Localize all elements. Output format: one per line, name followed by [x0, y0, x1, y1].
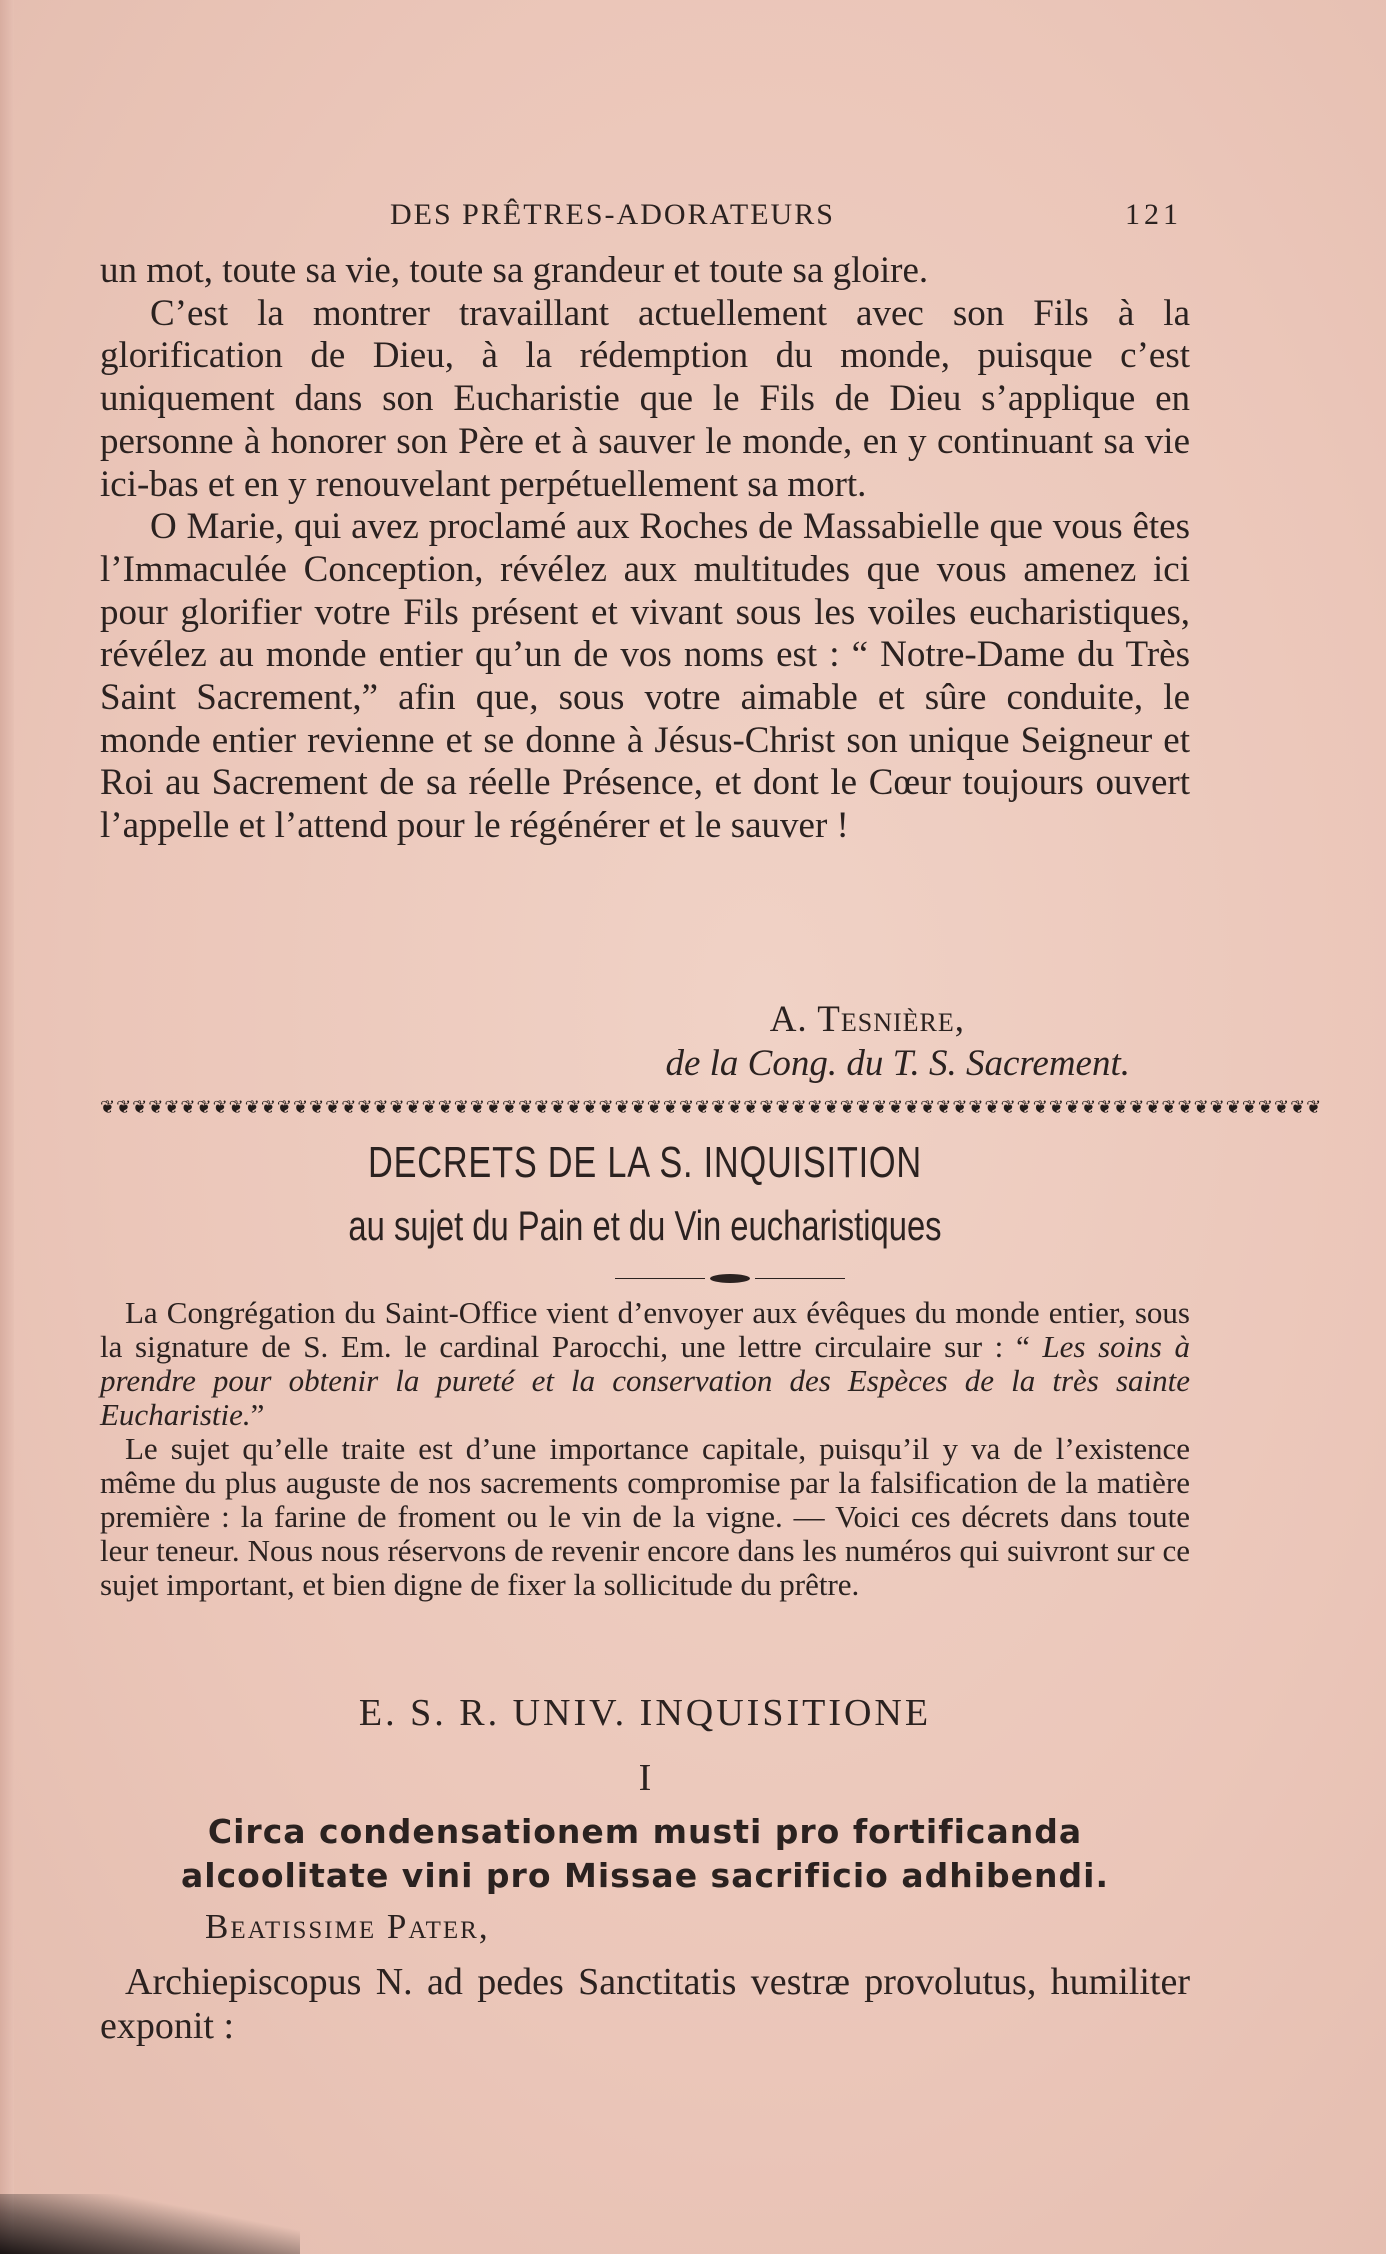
divider-rule-right: [755, 1278, 845, 1279]
divider-ornament: [710, 1274, 750, 1283]
paragraph-2: C’est la montrer travaillant actuellement avec son Fils à la glorification de Dieu, à la rédemption du monde, puisque c’est uniquement dans son Eucharistie que le Fils de Dieu s’applique en personne à honorer son Père et à sauver le monde, en y continuant sa vie ici-bas et en y renouvelant perpétuellement sa mort.: [100, 292, 1190, 505]
intro-paragraph-1: [100, 1296, 1190, 1432]
salutation: Beatissime Pater,: [205, 1907, 490, 1946]
author-affiliation: de la Cong. du T. S. Sacrement.: [665, 1043, 1130, 1084]
paragraph-1: un mot, toute sa vie, toute sa grandeur et toute sa gloire.: [100, 250, 929, 291]
running-title: DES PRÊTRES-ADORATEURS: [390, 198, 835, 231]
page-number: 121: [1125, 198, 1182, 231]
intro-p1-italic: Les soins à prendre pour obtenir la pureté et la conservation des Espèces de la très sainte Eucharistie.: [100, 1329, 1190, 1432]
divider-rule-left: [615, 1278, 705, 1279]
page-spine-edge: [0, 0, 14, 2254]
decree-subject: [100, 1810, 1190, 1898]
signature-block: [100, 998, 1130, 1086]
article-body: [100, 250, 1190, 848]
scan-shadow: [0, 2194, 300, 2254]
latin-heading: E. S. R. UNIV. INQUISITIONE: [358, 1692, 932, 1734]
section-numeral: I: [638, 1757, 652, 1799]
decree-subject-line-2: alcoolitate vini pro Missae sacrificio adhibendi.: [181, 1856, 1109, 1895]
running-header: [100, 198, 1190, 238]
small-divider: [615, 1274, 845, 1284]
paragraph-3: O Marie, qui avez proclamé aux Roches de Massabielle que vous êtes l’Immaculée Conception, révélez aux multitudes que vous amenez ici pour glorifier votre Fils présent et vivant sous les voiles eucharistiques, révélez au monde entier qu’un de vos noms est : “ Notre-Dame du Très Saint Sacrement,” afin que, sous votre aimable et sûre conduite, le monde entier revienne et se donne à Jésus-Christ son unique Seigneur et Roi au Sacrement de sa réelle Présence, et dont le Cœur toujours ouvert l’appelle et l’attend pour le régénérer et le sauver !: [100, 506, 1190, 847]
intro-paragraph-2: Le sujet qu’elle traite est d’une importance capitale, puisqu’il y va de l’existence même du plus auguste de nos sacrements compromise par la falsification de la matière première : la farine de froment ou le vin de la vigne. — Voici ces décrets dans toute leur teneur. Nous nous réservons de revenir encore dans les numéros qui suivront sur ce sujet important, et bien digne de fixer la sollicitude du prêtre.: [100, 1431, 1190, 1602]
latin-body: [100, 1960, 1190, 2048]
section-subtitle: au sujet du Pain et du Vin eucharistiques: [348, 1202, 942, 1249]
latin-paragraph: Archiepiscopus N. ad pedes Sanctitatis vestræ provolutus, humiliter exponit :: [100, 1961, 1190, 2047]
author-name: A. Tesnière,: [769, 999, 965, 1040]
intro-text: [100, 1296, 1190, 1602]
ornamental-divider: ❦❦❦❦❦❦❦❦❦❦❦❦❦❦❦❦❦❦❦❦❦❦❦❦❦❦❦❦❦❦❦❦❦❦❦❦❦❦❦❦❦❦❦❦❦❦❦❦❦❦❦❦❦❦❦❦❦❦❦❦❦❦❦❦❦❦❦❦❦❦❦❦❦❦❦❦: [100, 1097, 1323, 1117]
section-title: DECRETS DE LA S. INQUISITION: [368, 1138, 922, 1187]
decree-subject-line-1: Circa condensationem musti pro fortificanda: [207, 1812, 1083, 1851]
intro-p1-end: ”: [250, 1397, 265, 1432]
intro-p1-start: La Congrégation du Saint-Office vient d’envoyer aux évêques du monde entier, sous la signature de S. Em. le cardinal Parocchi, une lettre circulaire sur : “: [100, 1295, 1190, 1364]
